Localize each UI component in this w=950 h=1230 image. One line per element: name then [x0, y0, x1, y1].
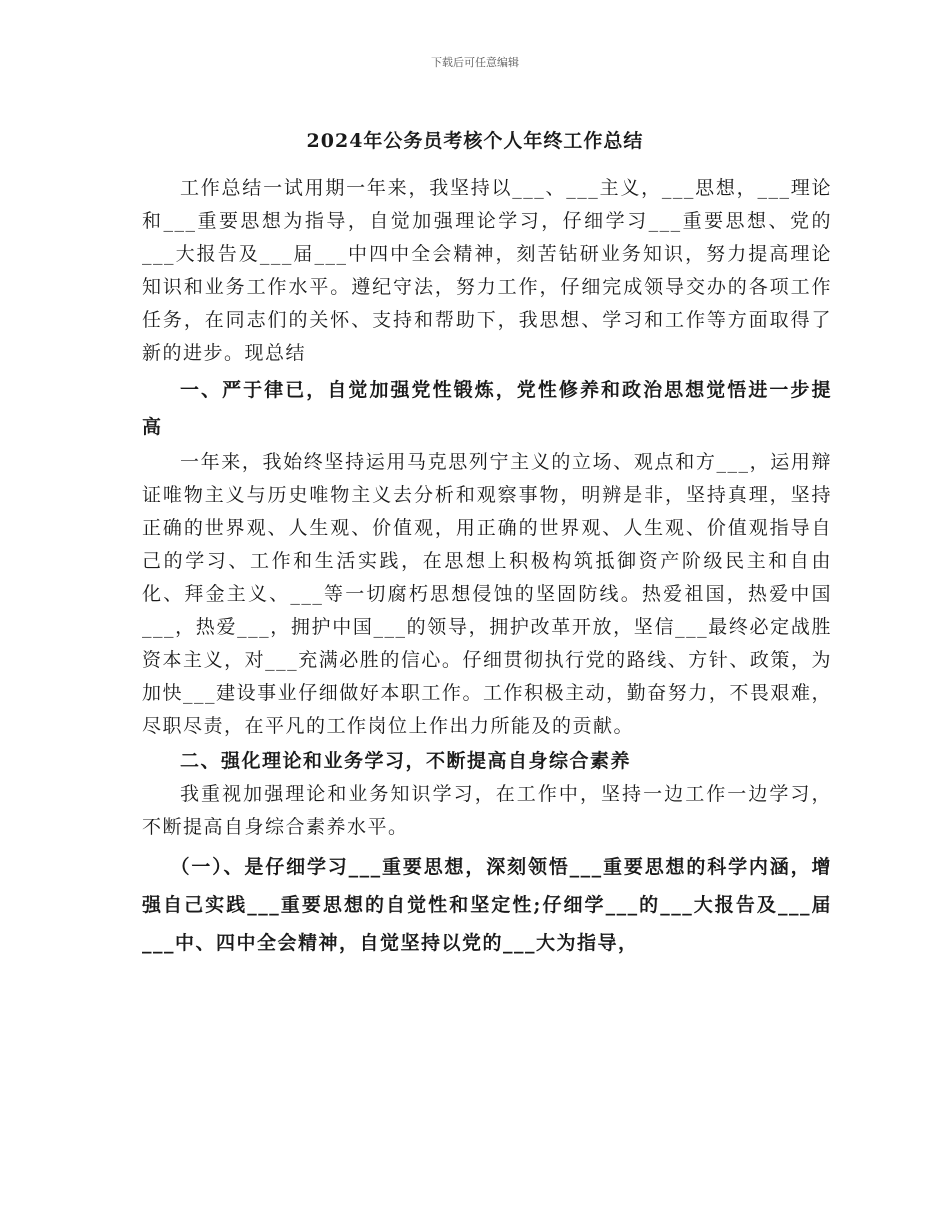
section-heading-1: 一、严于律已，自觉加强党性锻炼，党性修养和政治思想觉悟进一步提高 [142, 379, 832, 438]
intro-paragraph: 工作总结一试用期一年来，我坚持以___、___主义，___思想，___理论和___重要思想为指导，自觉加强理论学习，仔细学习___重要思想、党的___大报告及___届___中四中全会精神，刻苦钻研业务知识，努力提高理论知识和业务工作水平。遵纪守法，努力工作，仔细完成领导交办的各项工作任务，在同志们的关怀、支持和帮助下，我思想、学习和工作等方面取得了新的进步。现总结 [142, 177, 832, 364]
section-1-paragraph: 一年来，我始终坚持运用马克思列宁主义的立场、观点和方___，运用辩证唯物主义与历史唯物主义去分析和观察事物，明辨是非，坚持真理，坚持正确的世界观、人生观、价值观，用正确的世界观、人生观、价值观指导自己的学习、工作和生活实践，在思想上积极构筑抵御资产阶级民主和自由化、拜金主义、___等一切腐朽思想侵蚀的坚固防线。热爱祖国，热爱中国___，热爱___，拥护中国___的领导，拥护改革开放，坚信___最终必定战胜资本主义，对___充满必胜的信心。仔细贯彻执行党的路线、方针、政策，为加快___建设事业仔细做好本职工作。工作积极主动，勤奋努力，不畏艰难，尽职尽责，在平凡的工作岗位上作出力所能及的贡献。 [142, 451, 832, 737]
page-header-note: 下载后可任意编辑 [431, 56, 519, 69]
subsection-1-paragraph: （一）、是仔细学习___重要思想，深刻领悟___重要思想的科学内涵，增强自己实践___重要思想的自觉性和坚定性;仔细学___的___大报告及___届___中、四中全会精神，自觉坚持以党的___大为指导， [142, 856, 832, 954]
document-body [142, 172, 832, 962]
document-title: 2024年公务员考核个人年终工作总结 [306, 130, 644, 152]
section-heading-2: 二、强化理论和业务学习，不断提高自身综合素养 [180, 750, 632, 772]
section-2-paragraph: 我重视加强理论和业务知识学习，在工作中，坚持一边工作一边学习，不断提高自身综合素养水平。 [142, 783, 832, 838]
